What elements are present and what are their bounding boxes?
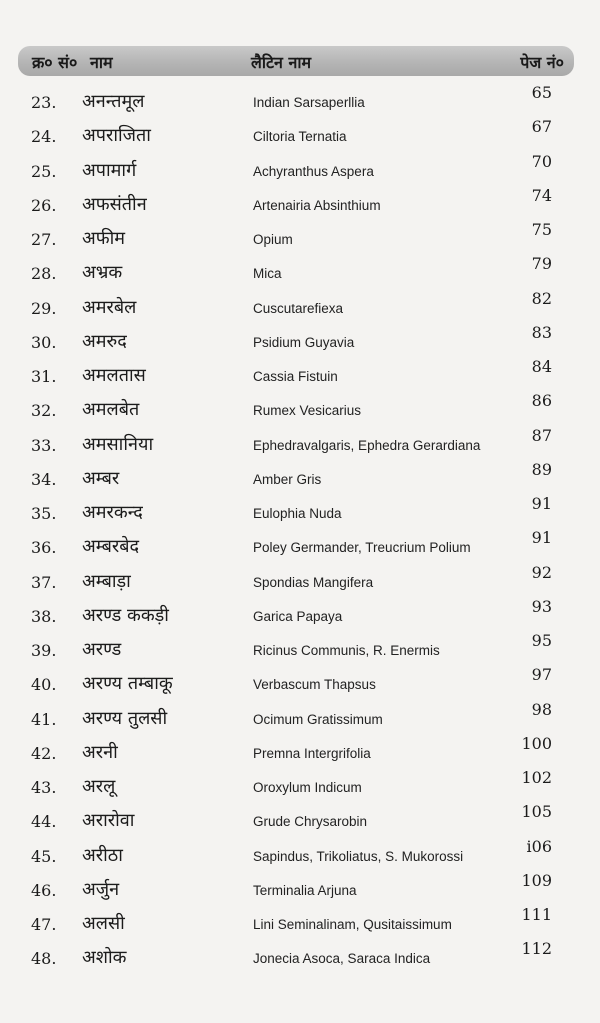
table-row	[0, 220, 600, 257]
page-number: 91	[531, 494, 552, 513]
table-row	[0, 391, 600, 428]
table-row	[0, 733, 600, 771]
hindi-name: अम्बाड़ा	[82, 570, 131, 592]
latin-name: Achyranthus Aspera	[253, 163, 374, 179]
table-row	[0, 425, 600, 463]
page-number: 97	[531, 665, 552, 685]
hindi-name: अम्बरबेद	[82, 536, 140, 558]
table-row	[0, 836, 600, 874]
hindi-name: अलसी	[82, 913, 125, 934]
hindi-name: अफीम	[82, 228, 126, 249]
latin-name: Ocimum Gratissimum	[253, 711, 383, 727]
serial-number: 44.	[31, 812, 57, 832]
page-number: 84	[531, 357, 552, 376]
latin-name: Rumex Vesicarius	[253, 403, 362, 419]
table-row	[0, 254, 600, 291]
hindi-name: अरण्य तम्बाकू	[82, 673, 173, 695]
hindi-name: अरीठा	[82, 844, 123, 866]
table-row	[0, 117, 600, 154]
serial-number: 38.	[31, 606, 57, 626]
page-number: 67	[531, 117, 552, 137]
page-number: i06	[526, 836, 552, 856]
latin-name: Oroxylum Indicum	[253, 780, 362, 795]
page-number: 100	[521, 733, 552, 753]
latin-name: Artenairia Absinthium	[253, 197, 381, 213]
table-row	[0, 699, 600, 737]
hindi-name: अरारोवा	[82, 810, 135, 832]
page-number: 91	[531, 528, 552, 548]
serial-number: 35.	[31, 504, 57, 523]
page-number: 83	[531, 322, 552, 342]
serial-number: 32.	[31, 401, 57, 421]
page-number: 102	[521, 768, 552, 787]
header-name: नाम	[90, 53, 113, 72]
hindi-name: अरण्ड	[82, 639, 122, 660]
table-row	[0, 288, 600, 326]
latin-name: Terminalia Arjuna	[253, 882, 357, 898]
serial-number: 24.	[31, 127, 57, 147]
page-number: 111	[521, 905, 552, 924]
page-number: 89	[531, 459, 552, 479]
latin-name: Lini Seminalinam, Qusitaissimum	[253, 917, 452, 932]
hindi-name: अमरबेल	[82, 296, 137, 318]
page-number: 93	[531, 596, 552, 616]
table-row	[0, 665, 600, 702]
page-number: 74	[531, 185, 552, 205]
header-page-number: पेज नं०	[520, 53, 564, 72]
hindi-name: अरण्ड ककड़ी	[82, 604, 169, 626]
hindi-name: अरनी	[82, 741, 118, 763]
table-row	[0, 596, 600, 634]
hindi-name: अशोक	[82, 947, 127, 969]
page-number: 98	[531, 699, 552, 719]
latin-name: Cuscutarefiexa	[253, 300, 344, 316]
latin-name: Eulophia Nuda	[253, 506, 342, 521]
page-number: 79	[531, 254, 552, 274]
table-row	[0, 185, 600, 223]
latin-name: Amber Gris	[253, 471, 322, 487]
header-serial-number: क्र० सं०	[32, 53, 78, 72]
serial-number: 37.	[31, 572, 57, 592]
latin-name: Cassia Fistuin	[253, 369, 338, 384]
latin-name: Indian Sarsaperllia	[253, 95, 365, 110]
header-latin-name: लैटिन नाम	[251, 53, 312, 72]
table-row	[0, 802, 600, 839]
hindi-name: अम्बर	[82, 467, 120, 489]
latin-name: Spondias Mangifera	[253, 574, 374, 590]
hindi-name: अमरकन्द	[82, 502, 143, 523]
page-number: 105	[521, 802, 552, 822]
serial-number: 39.	[31, 641, 57, 660]
page-number: 65	[531, 83, 552, 102]
table-row	[0, 459, 600, 497]
table-row	[0, 562, 600, 600]
latin-name: Psidium Guyavia	[253, 334, 355, 350]
table-row	[0, 357, 600, 394]
table-row	[0, 768, 600, 805]
hindi-name: अमरुद	[82, 330, 127, 352]
serial-number: 47.	[31, 915, 57, 934]
hindi-name: अमलबेत	[82, 399, 140, 421]
serial-number: 28.	[31, 264, 57, 284]
latin-name: Ephedravalgaris, Ephedra Gerardiana	[253, 437, 481, 453]
serial-number: 36.	[31, 538, 57, 558]
table-row	[0, 631, 600, 668]
serial-number: 48.	[31, 949, 57, 969]
serial-number: 23.	[31, 93, 57, 112]
latin-name: Verbascum Thapsus	[253, 677, 376, 693]
page-number: 75	[531, 220, 552, 239]
serial-number: 42.	[31, 743, 57, 763]
serial-number: 46.	[31, 880, 57, 900]
serial-number: 34.	[31, 469, 57, 489]
hindi-name: अभ्रक	[82, 262, 123, 284]
serial-number: 33.	[31, 435, 57, 455]
serial-number: 25.	[31, 161, 57, 181]
latin-name: Garica Papaya	[253, 608, 343, 624]
table-row	[0, 83, 600, 120]
table-row	[0, 494, 600, 531]
latin-name: Opium	[253, 232, 293, 247]
page-number: 70	[531, 151, 552, 171]
hindi-name: अपराजिता	[82, 125, 151, 147]
hindi-name: अर्जुन	[82, 878, 120, 900]
hindi-name: अरण्य तुलसी	[82, 707, 168, 729]
page-number: 109	[521, 870, 552, 890]
serial-number: 27.	[31, 230, 57, 249]
hindi-name: अमलतास	[82, 365, 146, 386]
table-row	[0, 939, 600, 976]
table-row	[0, 528, 600, 565]
serial-number: 43.	[31, 778, 57, 797]
latin-name: Poley Germander, Treucrium Polium	[253, 540, 471, 556]
table-header	[18, 46, 574, 76]
serial-number: 31.	[31, 367, 57, 386]
table-row	[0, 322, 600, 360]
serial-number: 45.	[31, 846, 57, 866]
latin-name: Premna Intergrifolia	[253, 745, 371, 761]
latin-name: Sapindus, Trikoliatus, S. Mukorossi	[253, 848, 464, 864]
page-number: 95	[531, 631, 552, 650]
page-number: 112	[521, 939, 552, 959]
serial-number: 40.	[31, 675, 57, 695]
serial-number: 41.	[31, 709, 57, 729]
table-row	[0, 151, 600, 189]
page-number: 86	[531, 391, 552, 411]
hindi-name: अफसंतीन	[82, 193, 147, 215]
serial-number: 30.	[31, 332, 57, 352]
latin-name: Mica	[253, 266, 282, 282]
hindi-name: अनन्तमूल	[82, 91, 145, 112]
serial-number: 29.	[31, 298, 57, 318]
hindi-name: अमसानिया	[82, 433, 154, 455]
page-number: 82	[531, 288, 552, 308]
latin-name: Jonecia Asoca, Saraca Indica	[253, 951, 431, 967]
table-row	[0, 905, 600, 942]
hindi-name: अरलू	[82, 776, 116, 797]
hindi-name: अपामार्ग	[82, 159, 137, 181]
page-number: 92	[531, 562, 552, 582]
latin-name: Grude Chrysarobin	[253, 814, 368, 830]
latin-name: Ciltoria Ternatia	[253, 129, 347, 145]
serial-number: 26.	[31, 195, 57, 215]
table-row	[0, 870, 600, 908]
latin-name: Ricinus Communis, R. Enermis	[253, 643, 440, 658]
page-number: 87	[531, 425, 552, 445]
